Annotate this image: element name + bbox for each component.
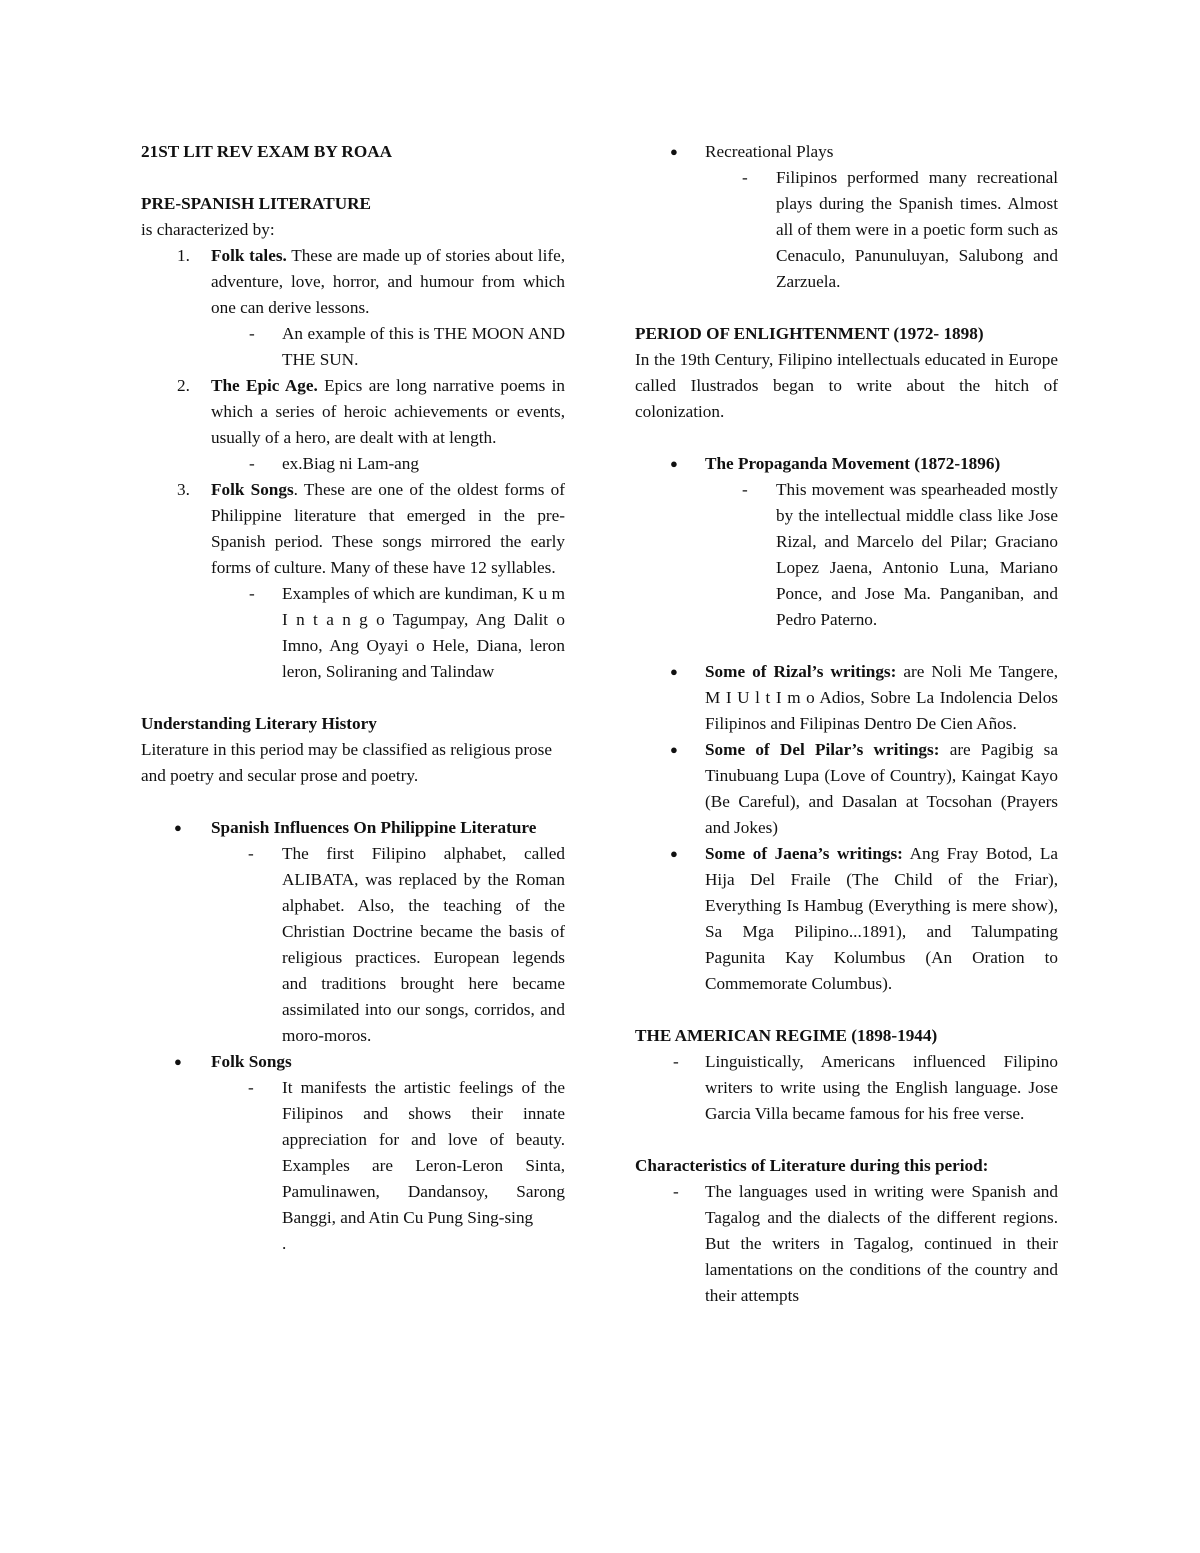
- literary-history-text: Literature in this period may be classified as religious prose and poetry and secular prose and poetry.: [141, 740, 552, 785]
- bullet-marker: ●: [670, 144, 678, 159]
- sub-item: [635, 477, 1058, 633]
- american-regime-heading: THE AMERICAN REGIME (1898-1944): [635, 1026, 938, 1045]
- bullet-label: Spanish Influences On Philippine Literature: [211, 818, 537, 837]
- bullet-text: are Pagibig sa Tinubuang Lupa (Love of Country), Kaingat Kayo (Be Careful), and Dasalan at Tocsohan (Prayers and Jokes): [705, 740, 1059, 837]
- sub-item-text: Filipinos performed many recreational plays during the Spanish times. Almost all of them were in a poetic form such as Cenaculo, Panunuluyan, Salubong and Zarzuela.: [776, 168, 1058, 291]
- list-text: These are made up of stories about life, adventure, love, horror, and humour from which one can derive lessons.: [211, 246, 565, 317]
- sub-item: [635, 165, 1058, 295]
- literary-history-heading: Understanding Literary History: [141, 714, 377, 733]
- sub-item-text: The languages used in writing were Spanish and Tagalog and the dialects of the different regions. But the writers in Tagalog, continued in their lamentations on the conditions of the country and their attempts: [705, 1182, 1058, 1305]
- bullet-marker: ●: [174, 820, 182, 835]
- dash-marker: -: [742, 480, 748, 499]
- dash-marker: -: [742, 168, 748, 187]
- pre-spanish-intro: is characterized by:: [141, 220, 275, 239]
- list-item-folk-tales: [141, 243, 565, 321]
- sub-item: [141, 1075, 565, 1231]
- list-term: Folk Songs: [211, 480, 294, 499]
- sub-item: [141, 321, 565, 373]
- bullet-label: Folk Songs: [211, 1052, 292, 1071]
- bullet-marker: ●: [670, 664, 678, 679]
- bullet-text: are Noli Me Tangere, M I U l t I m o Adios, Sobre La Indolencia Delos Filipinos and Filipinas Dentro De Cien Años.: [705, 662, 1058, 733]
- bullet-label: Some of Rizal’s writings:: [705, 662, 897, 681]
- enlightenment-text: In the 19th Century, Filipino intellectuals educated in Europe called Ilustrados began to write about the hitch of colonization.: [635, 350, 1058, 421]
- bullet-text: Ang Fray Botod, La Hija Del Fraile (The Child of the Friar), Everything Is Hambug (Everything is mere show), Sa Mga Pilipino...1891), and Talumpating Pagunita Kay Kolumbus (An Oration to Commemorate Columbus).: [705, 844, 1058, 993]
- bullet-marker: ●: [670, 456, 678, 471]
- dash-marker: -: [248, 844, 254, 863]
- bullet-rizal-writings: [635, 659, 1058, 737]
- dash-marker: -: [248, 1078, 254, 1097]
- pre-spanish-heading: PRE-SPANISH LITERATURE: [141, 194, 371, 213]
- sub-item: [635, 1179, 1058, 1309]
- bullet-del-pilar-writings: [635, 737, 1058, 841]
- sub-item: [635, 1049, 1058, 1127]
- sub-item: [141, 581, 565, 685]
- dash-marker: -: [249, 454, 255, 473]
- bullet-recreational-plays: [635, 139, 1058, 165]
- sub-item-text: ex.Biag ni Lam-ang: [282, 454, 419, 473]
- bullet-propaganda-movement: [635, 451, 1058, 477]
- bullet-jaena-writings: [635, 841, 1058, 997]
- list-term: Folk tales.: [211, 246, 287, 265]
- list-item-folk-songs: [141, 477, 565, 581]
- bullet-marker: ●: [174, 1054, 182, 1069]
- trailing-period: .: [282, 1234, 287, 1253]
- bullet-label: Some of Jaena’s writings:: [705, 844, 903, 863]
- bullet-folk-songs: [141, 1049, 565, 1075]
- list-text: . These are one of the oldest forms of Philippine literature that emerged in the pre-Spanish period. These songs mirrored the early forms of culture. Many of these have 12 syllables.: [211, 480, 565, 577]
- sub-item-text: The first Filipino alphabet, called ALIBATA, was replaced by the Roman alphabet. Also, the teaching of the Christian Doctrine became the basis of religious practices. European legends and traditions brought here became assimilated into our songs, corridos, and moro-moros.: [282, 844, 565, 1045]
- list-item-epic-age: [141, 373, 565, 451]
- list-term: The Epic Age.: [211, 376, 318, 395]
- sub-item: [141, 841, 565, 1049]
- bullet-marker: ●: [670, 846, 678, 861]
- list-number: 2.: [177, 376, 190, 395]
- bullet-label: Some of Del Pilar’s writings:: [705, 740, 940, 759]
- list-number: 3.: [177, 480, 190, 499]
- list-number: 1.: [177, 246, 190, 265]
- sub-item-text: Linguistically, Americans influenced Filipino writers to write using the English language. Jose Garcia Villa became famous for his free verse.: [705, 1052, 1058, 1123]
- sub-item-text: This movement was spearheaded mostly by the intellectual middle class like Jose Rizal, and Marcelo del Pilar; Graciano Lopez Jaena, Antonio Luna, Mariano Ponce, and Jose Ma. Panganiban, and Pedro Paterno.: [776, 480, 1058, 629]
- list-text: Epics are long narrative poems in which a series of heroic achievements or events, usually of a hero, are dealt with at length.: [211, 376, 566, 447]
- dash-marker: -: [673, 1182, 679, 1201]
- dash-marker: -: [673, 1052, 679, 1071]
- enlightenment-heading: PERIOD OF ENLIGHTENMENT (1972- 1898): [635, 324, 984, 343]
- sub-item: [141, 451, 565, 477]
- left-column: [141, 139, 565, 1257]
- sub-item-text: It manifests the artistic feelings of the Filipinos and shows their innate appreciation for and love of beauty. Examples are Leron-Leron Sinta, Pamulinawen, Dandansoy, Sarong Banggi, and Atin Cu Pung Sing-sing: [282, 1078, 565, 1227]
- characteristics-heading: Characteristics of Literature during this period:: [635, 1156, 989, 1175]
- bullet-label: The Propaganda Movement (1872-1896): [705, 454, 1001, 473]
- right-column: [635, 139, 1058, 1309]
- sub-item-text: An example of this is THE MOON AND THE SUN.: [282, 324, 565, 369]
- document-title: 21ST LIT REV EXAM BY ROAA: [141, 142, 393, 161]
- bullet-spanish-influences: [141, 815, 565, 841]
- dash-marker: -: [249, 324, 255, 343]
- bullet-label: Recreational Plays: [705, 142, 834, 161]
- bullet-marker: ●: [670, 742, 678, 757]
- sub-item-text: Examples of which are kundiman, K u m I n t a n g o Tagumpay, Ang Dalit o Imno, Ang Oyayi o Hele, Diana, leron leron, Soliraning and Talindaw: [282, 584, 565, 681]
- dash-marker: -: [249, 584, 255, 603]
